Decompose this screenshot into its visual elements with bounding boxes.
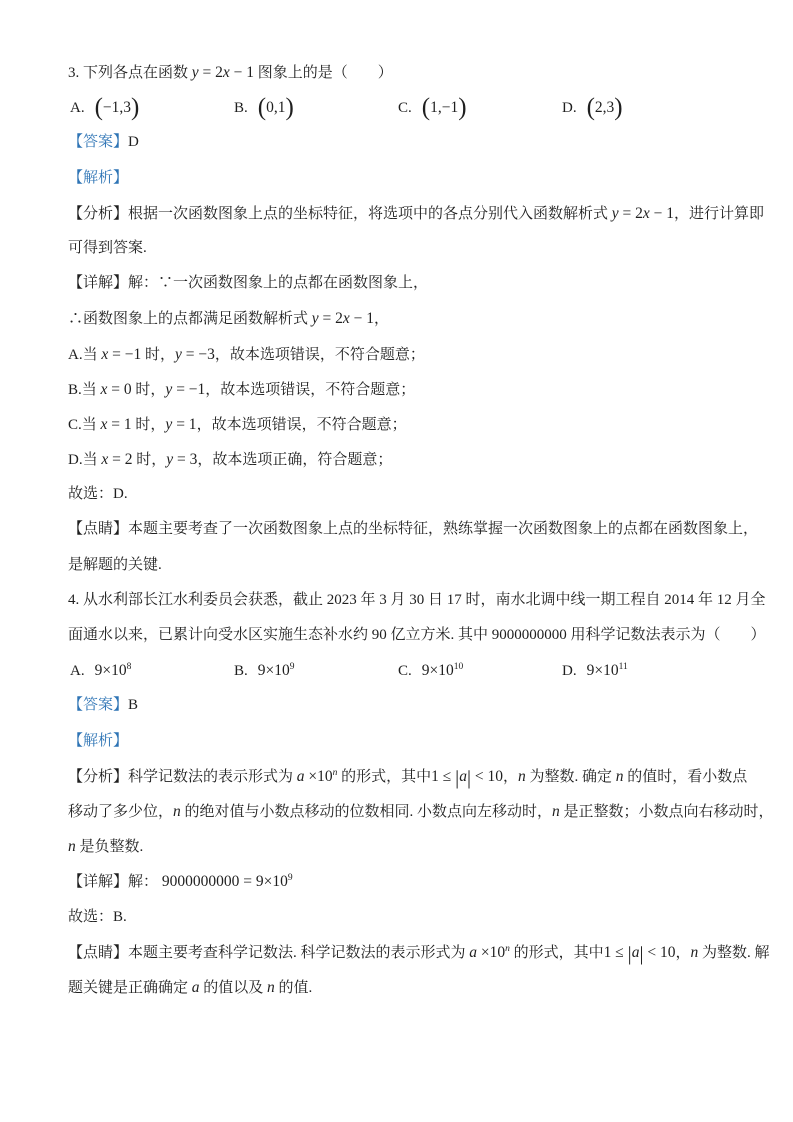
math-run: = 2 <box>318 310 343 328</box>
math-run: n <box>690 943 699 961</box>
text-run: 【详解】解： <box>68 874 159 891</box>
q4-stem-line-2 <box>68 618 766 653</box>
math-run: = 1 <box>107 415 132 433</box>
text-run: 3. 下列各点在函数 <box>68 65 192 81</box>
text-run: 4. 从水利部长江水利委员会获悉，截止 2023 年 3 月 30 日 17 时，南水北调中线一期工程自 2014 年 12 月全 <box>68 591 766 608</box>
q3-detail-line-1 <box>68 266 723 301</box>
q3-tip-line-2 <box>68 548 723 583</box>
text-run: ，进行计算即 <box>674 205 765 222</box>
math-run: − 1 <box>349 310 375 328</box>
q3-tip-line-1 <box>68 512 759 547</box>
math-run: = −1 <box>108 345 142 363</box>
math-run: y <box>611 204 619 222</box>
math-run: 9×10 <box>421 662 454 680</box>
math-run: 9000000000 = 9×10 <box>158 873 288 891</box>
q4-options <box>68 653 723 688</box>
math-run: a <box>631 943 640 961</box>
math-run: a <box>296 767 305 785</box>
math-run: y <box>311 310 319 328</box>
math-run: = 2 <box>108 451 133 469</box>
q3-options <box>68 90 723 125</box>
section-label: 【答案】 <box>68 134 129 151</box>
math-run: 1 ≤ <box>431 767 456 785</box>
math-run: x <box>342 310 350 328</box>
text-run: 题关键是正确确定 <box>68 979 192 996</box>
paren-glyph: ) <box>458 94 467 122</box>
math-run: n <box>552 802 560 820</box>
q3-options-d <box>562 90 623 126</box>
text-run: ， <box>675 944 691 961</box>
math-run: ×10 <box>477 943 506 961</box>
q4-stem-line-1 <box>68 583 766 618</box>
math-run: a <box>459 767 467 785</box>
text-run: 可得到答案. <box>68 239 147 256</box>
q4-options-a <box>70 653 131 689</box>
paren-glyph: ( <box>586 94 595 122</box>
text-run: B <box>128 697 139 714</box>
text-run: 故选：D. <box>68 486 128 503</box>
abs-bar-glyph: | <box>466 766 471 789</box>
math-run: 1 ≤ <box>603 943 628 961</box>
text-run: ，故本选项错误，不符合题意； <box>196 416 407 433</box>
paren-glyph: ) <box>614 94 623 122</box>
math-run: x <box>101 451 109 469</box>
text-run: 为整数. 解 <box>698 944 770 961</box>
q3-detail-option-d <box>68 442 723 477</box>
math-run: 9×10 <box>257 662 290 680</box>
q4-conclusion <box>68 900 723 935</box>
superscript: 10 <box>453 662 464 673</box>
superscript: 9 <box>287 873 293 884</box>
q3-stem <box>68 55 723 90</box>
superscript: n <box>505 943 510 954</box>
q4-options-c <box>398 653 463 689</box>
q3-jiexi-label <box>68 161 723 196</box>
paren-glyph: ( <box>421 94 431 122</box>
math-run: −1,3 <box>102 99 132 117</box>
math-run: = 2 <box>618 204 643 222</box>
text-run: ∴函数图象上的点都满足函数解析式 <box>68 311 312 328</box>
math-run: 9×10 <box>586 662 619 680</box>
paren-glyph: ( <box>257 94 267 122</box>
math-run: y <box>165 415 173 433</box>
abs-bar-glyph: | <box>627 942 632 965</box>
text-run: 【分析】根据一次函数图象上点的坐标特征，将选项中的各点分别代入函数解析式 <box>68 205 612 222</box>
math-run: x <box>101 345 109 363</box>
math-run: n <box>68 838 76 856</box>
math-run: a <box>191 978 200 996</box>
q3-options-b <box>234 90 294 126</box>
text-run: 的值时，看小数点 <box>623 768 748 785</box>
text-run: 面通水以来，已累计向受水区实施生态补水约 90 亿立方米. 其中 9000000000 用科学记数法表示为（ ） <box>68 627 766 643</box>
math-run: x <box>222 64 230 81</box>
math-run: y <box>166 451 174 469</box>
text-run: 【点睛】本题主要考查了一次函数图象上点的坐标特征，熟练掌握一次函数图象上的点都在函数图象上， <box>68 521 759 538</box>
q3-conclusion <box>68 477 723 512</box>
option-letter: A. <box>70 663 85 680</box>
text-run: 故选：B. <box>68 908 127 925</box>
q3-detail-option-c <box>68 407 723 442</box>
math-run: y <box>165 380 173 398</box>
math-run: 9×10 <box>94 662 127 680</box>
math-run: = 0 <box>107 380 132 398</box>
math-run: n <box>267 978 275 996</box>
math-run: = 2 <box>198 64 223 81</box>
math-run: = 1 <box>172 415 197 433</box>
math-run: 2,3 <box>594 99 615 117</box>
text-run: 的值. <box>274 979 313 996</box>
math-run: a <box>469 943 478 961</box>
math-run: 0,1 <box>266 99 286 117</box>
text-run: D <box>128 134 139 151</box>
text-run: ，故本选项错误，不符合题意； <box>205 381 416 398</box>
text-run: ，故本选项正确，符合题意； <box>197 452 393 469</box>
q3-analysis-line-1 <box>68 196 765 231</box>
math-run: 1,−1 <box>430 99 459 117</box>
text-run: D.当 <box>68 452 102 469</box>
math-run: − 1 <box>229 64 255 81</box>
section-label: 【解析】 <box>68 169 129 186</box>
math-run: = −3 <box>181 345 215 363</box>
q3-answer <box>68 125 723 160</box>
paren-glyph: ) <box>131 94 140 122</box>
math-run: x <box>100 380 108 398</box>
math-run: = −1 <box>172 380 206 398</box>
text-run: 时， <box>131 416 166 433</box>
math-run: n <box>517 767 526 785</box>
q4-detail <box>68 864 723 899</box>
option-letter: C. <box>398 663 412 680</box>
text-run: 的形式，其中 <box>337 768 432 785</box>
option-letter: A. <box>70 100 85 117</box>
section-label: 【答案】 <box>68 697 129 714</box>
math-run: x <box>100 415 108 433</box>
text-run: C.当 <box>68 416 101 433</box>
q4-jiexi-label <box>68 724 723 759</box>
text-run: 是负整数. <box>75 839 144 856</box>
math-run: = 3 <box>173 451 198 469</box>
text-run: 的形式，其中 <box>509 944 604 961</box>
text-run: ， <box>374 311 390 328</box>
math-run: − 1 <box>649 204 675 222</box>
math-run: < 10 <box>643 943 676 961</box>
q4-tip-line-2 <box>68 970 723 1005</box>
math-run: n <box>173 802 181 820</box>
paren-glyph: ) <box>285 94 294 122</box>
text-run: 时， <box>131 381 166 398</box>
superscript: 9 <box>289 662 295 673</box>
option-letter: D. <box>562 100 577 117</box>
section-label: 【解析】 <box>68 732 129 749</box>
text-run: 移动了多少位， <box>68 803 174 820</box>
text-run: ，故本选项错误，不符合题意； <box>214 346 425 363</box>
text-run: ， <box>502 768 518 785</box>
q4-analysis-line-1 <box>68 759 748 794</box>
option-letter: B. <box>234 663 248 680</box>
superscript: n <box>332 767 338 778</box>
q3-detail-option-a <box>68 337 723 372</box>
text-run: 图象上的是（ ） <box>254 65 393 81</box>
text-run: 是解题的关键. <box>68 556 162 573</box>
superscript: 8 <box>126 662 132 673</box>
q4-tip-line-1 <box>68 935 770 970</box>
text-run: 【详解】解：∵一次函数图象上的点都在函数图象上， <box>68 275 429 292</box>
q3-options-c <box>398 90 467 126</box>
text-run: 【点睛】本题主要考查科学记数法. 科学记数法的表示形式为 <box>68 944 470 961</box>
text-run: 【分析】科学记数法的表示形式为 <box>68 768 297 785</box>
q3-options-a <box>70 90 139 126</box>
text-run: 时， <box>141 346 175 363</box>
text-run: A.当 <box>68 346 102 363</box>
q4-analysis-line-2 <box>68 794 774 829</box>
paren-glyph: ( <box>94 94 103 122</box>
q3-analysis-line-2 <box>68 231 723 266</box>
math-run: y <box>191 64 199 81</box>
option-letter: C. <box>398 100 412 117</box>
text-run: 时， <box>132 452 167 469</box>
math-run: n <box>615 767 624 785</box>
q4-options-d <box>562 653 628 689</box>
q4-options-b <box>234 653 295 689</box>
math-run: y <box>174 345 182 363</box>
superscript: 11 <box>618 662 628 673</box>
abs-bar-glyph: | <box>639 942 644 965</box>
math-run: < 10 <box>470 767 503 785</box>
text-run: 为整数. 确定 <box>525 768 616 785</box>
q3-detail-line-2 <box>68 301 723 336</box>
math-run: x <box>642 204 650 222</box>
math-run: ×10 <box>304 767 333 785</box>
option-letter: B. <box>234 100 248 117</box>
q3-detail-option-b <box>68 372 723 407</box>
q4-answer <box>68 688 723 723</box>
text-run: 是正整数；小数点向右移动时， <box>559 803 774 820</box>
q4-analysis-line-3 <box>68 829 723 864</box>
option-letter: D. <box>562 663 577 680</box>
text-run: 的值以及 <box>199 979 268 996</box>
abs-bar-glyph: | <box>455 766 460 789</box>
text-run: B.当 <box>68 381 101 398</box>
text-run: 的绝对值与小数点移动的位数相同. 小数点向左移动时， <box>180 803 553 820</box>
